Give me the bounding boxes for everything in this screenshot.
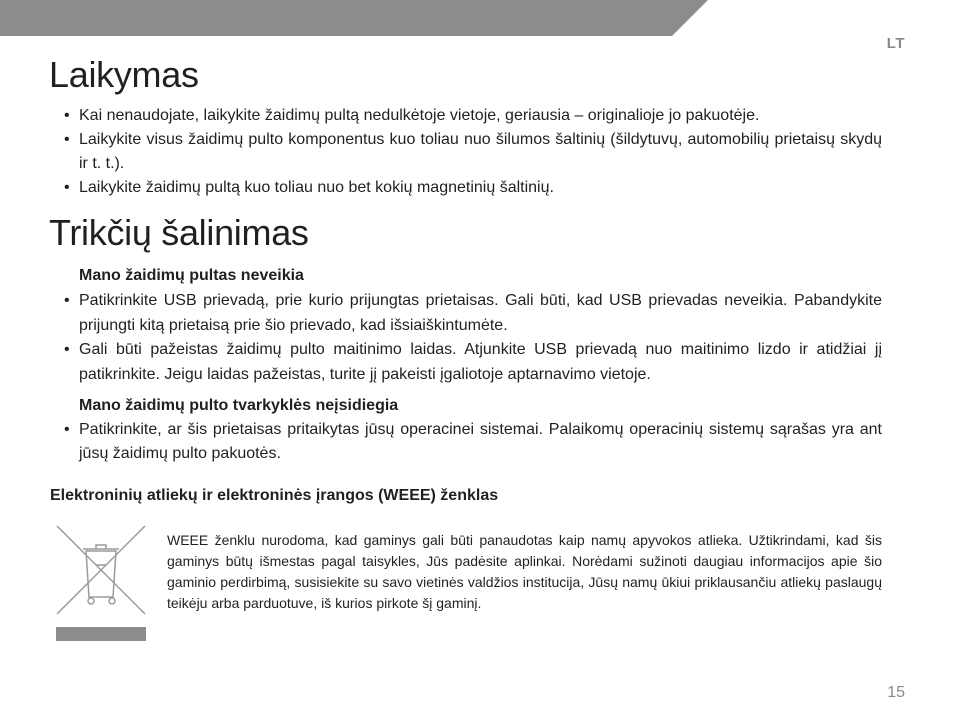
crossed-out-wheelie-bin-icon bbox=[56, 525, 146, 643]
troubleshooting-heading: Trikčių šalinimas bbox=[49, 212, 309, 253]
list-item: • Laikykite visus žaidimų pulto komponentus kuo toliau nuo šilumos šaltinių (šildytuvų, automobilių prietaisų skydų ir t. t.). bbox=[64, 128, 882, 176]
subsection-heading: Mano žaidimų pultas neveikia bbox=[79, 267, 304, 284]
weee-description: WEEE ženklu nurodoma, kad gaminys gali būti panaudotas kaip namų apyvokos atlieka. Užtikrindami, kad šis gaminys būtų išmestas pagal taisykles, Jūs padėsite aplinkai. Norėdami sužinoti daugiau informacijos apie šio gaminio perdirbimą, susisiekite su savo vietinės valdžios institucija, Jūsų namų ūkiui priklausančiu atliekų paslaugų teikėju arba parduotuve, iš kurios pirkote šį gaminį. bbox=[167, 532, 882, 611]
subsection-heading: Mano žaidimų pulto tvarkyklės neįsidiegia bbox=[79, 397, 399, 414]
language-label: LT bbox=[886, 35, 905, 52]
weee-heading: Elektroninių atliekų ir elektroninės įrangos (WEEE) ženklas bbox=[50, 487, 499, 504]
storage-list bbox=[64, 104, 882, 200]
list-item: • Laikykite žaidimų pultą kuo toliau nuo bet kokių magnetinių šaltinių. bbox=[64, 176, 882, 200]
troubleshooting-list bbox=[64, 289, 882, 387]
list-item: • Kai nenaudojate, laikykite žaidimų pultą nedulkėtoje vietoje, geriausia – originalioje jo pakuotėje. bbox=[64, 104, 882, 128]
header-band bbox=[0, 0, 954, 36]
list-item: • Gali būti pažeistas žaidimų pulto maitinimo laidas. Atjunkite USB prievadą nuo maitinimo lizdo ir atidžiai jį patikrinkite. Jeigu laidas pažeistas, turite jį pakeisti įgaliotoje aptarnavimo vietoje. bbox=[64, 338, 882, 387]
list-item: • Patikrinkite USB prievadą, prie kurio prijungtas prietaisas. Gali būti, kad USB prievadas neveikia. Pabandykite prijungti kitą prietaisą prie šio prievado, kad išsiaiškintumėte. bbox=[64, 289, 882, 338]
storage-heading: Laikymas bbox=[49, 54, 199, 95]
troubleshooting-list bbox=[64, 418, 882, 466]
page-number: 15 bbox=[887, 684, 905, 701]
list-item: • Patikrinkite, ar šis prietaisas pritaikytas jūsų operacinei sistemai. Palaikomų operacinių sistemų sąrašas yra ant jūsų žaidimų pulto pakuotės. bbox=[64, 418, 882, 466]
